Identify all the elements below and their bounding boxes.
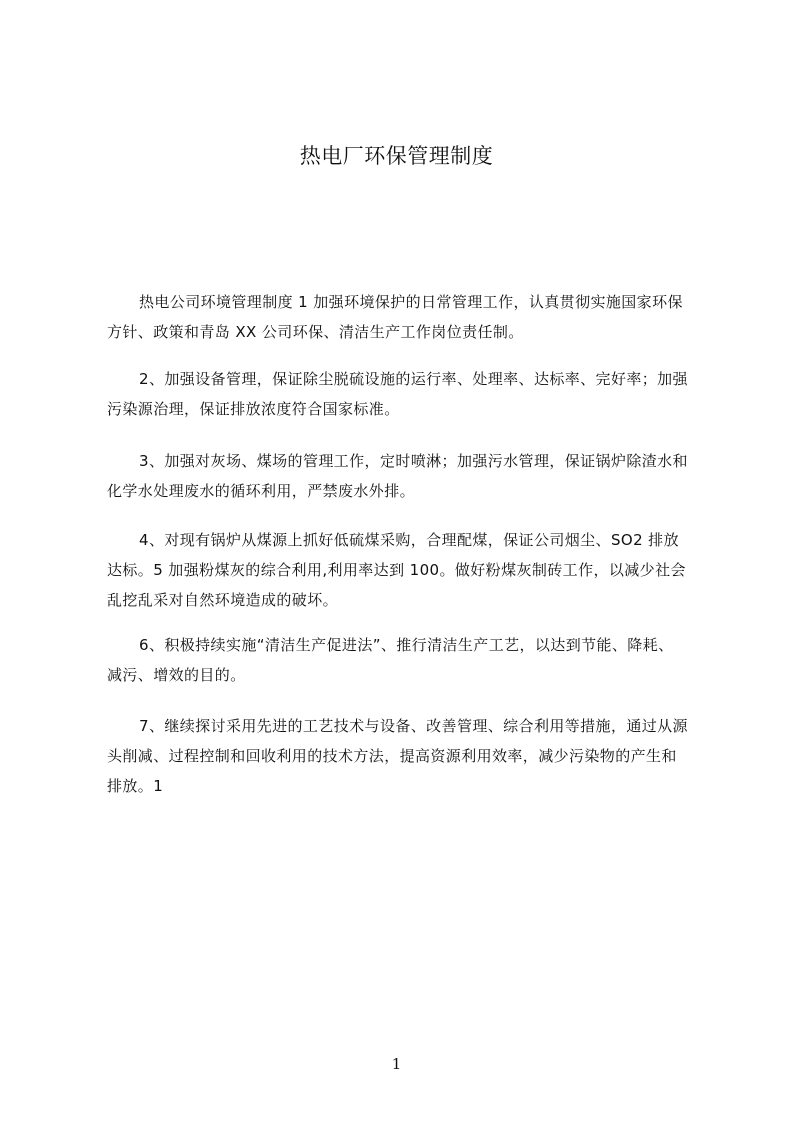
paragraph-line: 2、加强设备管理，保证除尘脱硫设施的运行率、处理率、达标率、完好率；加强 [139, 370, 688, 388]
paragraph-line: 达标。5 加强粉煤灰的综合利用,利用率达到 100。做好粉煤灰制砖工作，以减少社会 [107, 561, 686, 579]
paragraph-line: 热电公司环境管理制度 1 加强环境保护的日常管理工作，认真贯彻实施国家环保 [139, 293, 683, 311]
paragraph-4 [107, 525, 711, 615]
paragraph-line: 减污、增效的目的。 [107, 666, 246, 684]
paragraph-line: 污染源治理，保证排放浓度符合国家标准。 [107, 400, 400, 418]
paragraph-line: 7、继续探讨采用先进的工艺技术与设备、改善管理、综合利用等措施，通过从源 [139, 717, 688, 735]
paragraph-line: 3、加强对灰场、煤场的管理工作，定时喷淋；加强污水管理，保证锅炉除渣水和 [139, 452, 688, 470]
paragraph-line: 6、积极持续实施“清洁生产促进法”、推行清洁生产工艺，以达到节能、降耗、 [139, 636, 674, 654]
paragraph-line: 乱挖乱采对自然环境造成的破坏。 [107, 591, 339, 609]
paragraph-2 [107, 364, 711, 424]
paragraph-line: 头削减、过程控制和回收利用的技术方法，提高资源利用效率，减少污染物的产生和 [107, 747, 677, 765]
paragraph-line: 化学水处理废水的循环利用，严禁废水外排。 [107, 482, 416, 500]
paragraph-5 [107, 630, 711, 690]
paragraph-6 [107, 711, 711, 801]
paragraph-line: 方针、政策和青岛 XX 公司环保、清洁生产工作岗位责任制。 [107, 323, 524, 341]
page-number: 1 [391, 1055, 402, 1073]
paragraph-line: 排放。1 [107, 777, 164, 795]
document-title: 热电厂环保管理制度 [299, 144, 494, 168]
paragraph-1 [107, 287, 711, 347]
paragraph-line: 4、对现有锅炉从煤源上抓好低硫煤采购，合理配煤，保证公司烟尘、SO2 排放 [139, 531, 679, 549]
paragraph-3 [107, 446, 711, 506]
